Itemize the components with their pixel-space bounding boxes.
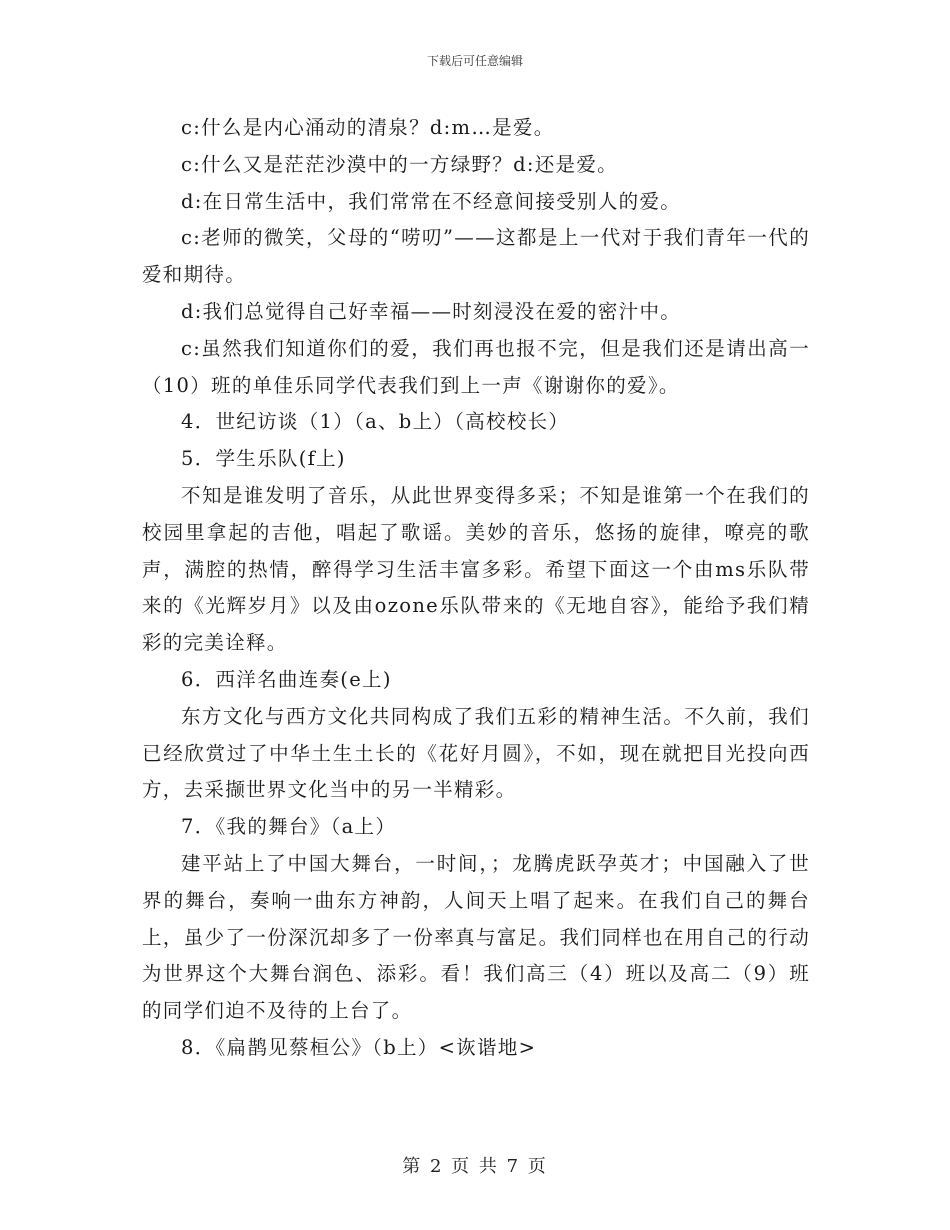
paragraph: c:老师的微笑，父母的“唠叨”——这都是上一代对于我们青年一代的爱和期待。 [142, 226, 810, 287]
paragraph: 建平站上了中国大舞台，一时间，；龙腾虎跃孕英才；中国融入了世界的舞台，奏响一曲东方神韵，人间天上唱了起来。在我们自己的舞台上，虽少了一份深沉却多了一份率真与富足。我们同样也在用自己的行动为世界这个大舞台润色、添彩。看！我们高三（4）班以及高二（9）班的同学们迫不及待的上台了。 [142, 851, 810, 1023]
paragraph: c:什么是内心涌动的清泉？d:m…是爱。 [181, 116, 555, 139]
paragraph: c:虽然我们知道你们的爱，我们再也报不完，但是我们还是请出高一（10）班的单佳乐同学代表我们到上一声《谢谢你的爱》。 [142, 336, 810, 397]
section-heading: 6．西洋名曲连奏(e上) [181, 667, 392, 691]
paragraph: d:在日常生活中，我们常常在不经意间接受别人的爱。 [181, 189, 682, 213]
section-heading: 8．《扁鹊见蔡桓公》（b上）<诙谐地> [181, 1035, 537, 1059]
paragraph: d:我们总觉得自己好幸福——时刻浸没在爱的密汁中。 [181, 299, 682, 323]
page-number: 第 2 页 共 7 页 [402, 1156, 548, 1177]
paragraph: 东方文化与西方文化共同构成了我们五彩的精神生活。不久前，我们已经欣赏过了中华土生土长的《花好月圆》，不如，现在就把目光投向西方，去采撷世界文化当中的另一半精彩。 [142, 704, 810, 802]
section-heading: 4．世纪访谈（1）（a、b上）（高校校长） [181, 410, 570, 434]
paragraph: 不知是谁发明了音乐，从此世界变得多采；不知是谁第一个在我们的校园里拿起的吉他，唱起了歌谣。美妙的音乐，悠扬的旋律，嘹亮的歌声，满腔的热情，醉得学习生活丰富多彩。希望下面这一个由ms乐队带来的《光辉岁月》以及由ozone乐队带来的《无地自容》，能给予我们精彩的完美诠释。 [142, 483, 810, 655]
paragraph: c:什么又是茫茫沙漠中的一方绿野？d:还是爱。 [181, 152, 618, 176]
document-body [142, 110, 810, 1067]
page-header: 下载后可任意编辑 [426, 54, 523, 68]
section-heading: 5．学生乐队(f上) [181, 447, 346, 471]
section-heading: 7．《我的舞台》（a上） [181, 815, 397, 839]
